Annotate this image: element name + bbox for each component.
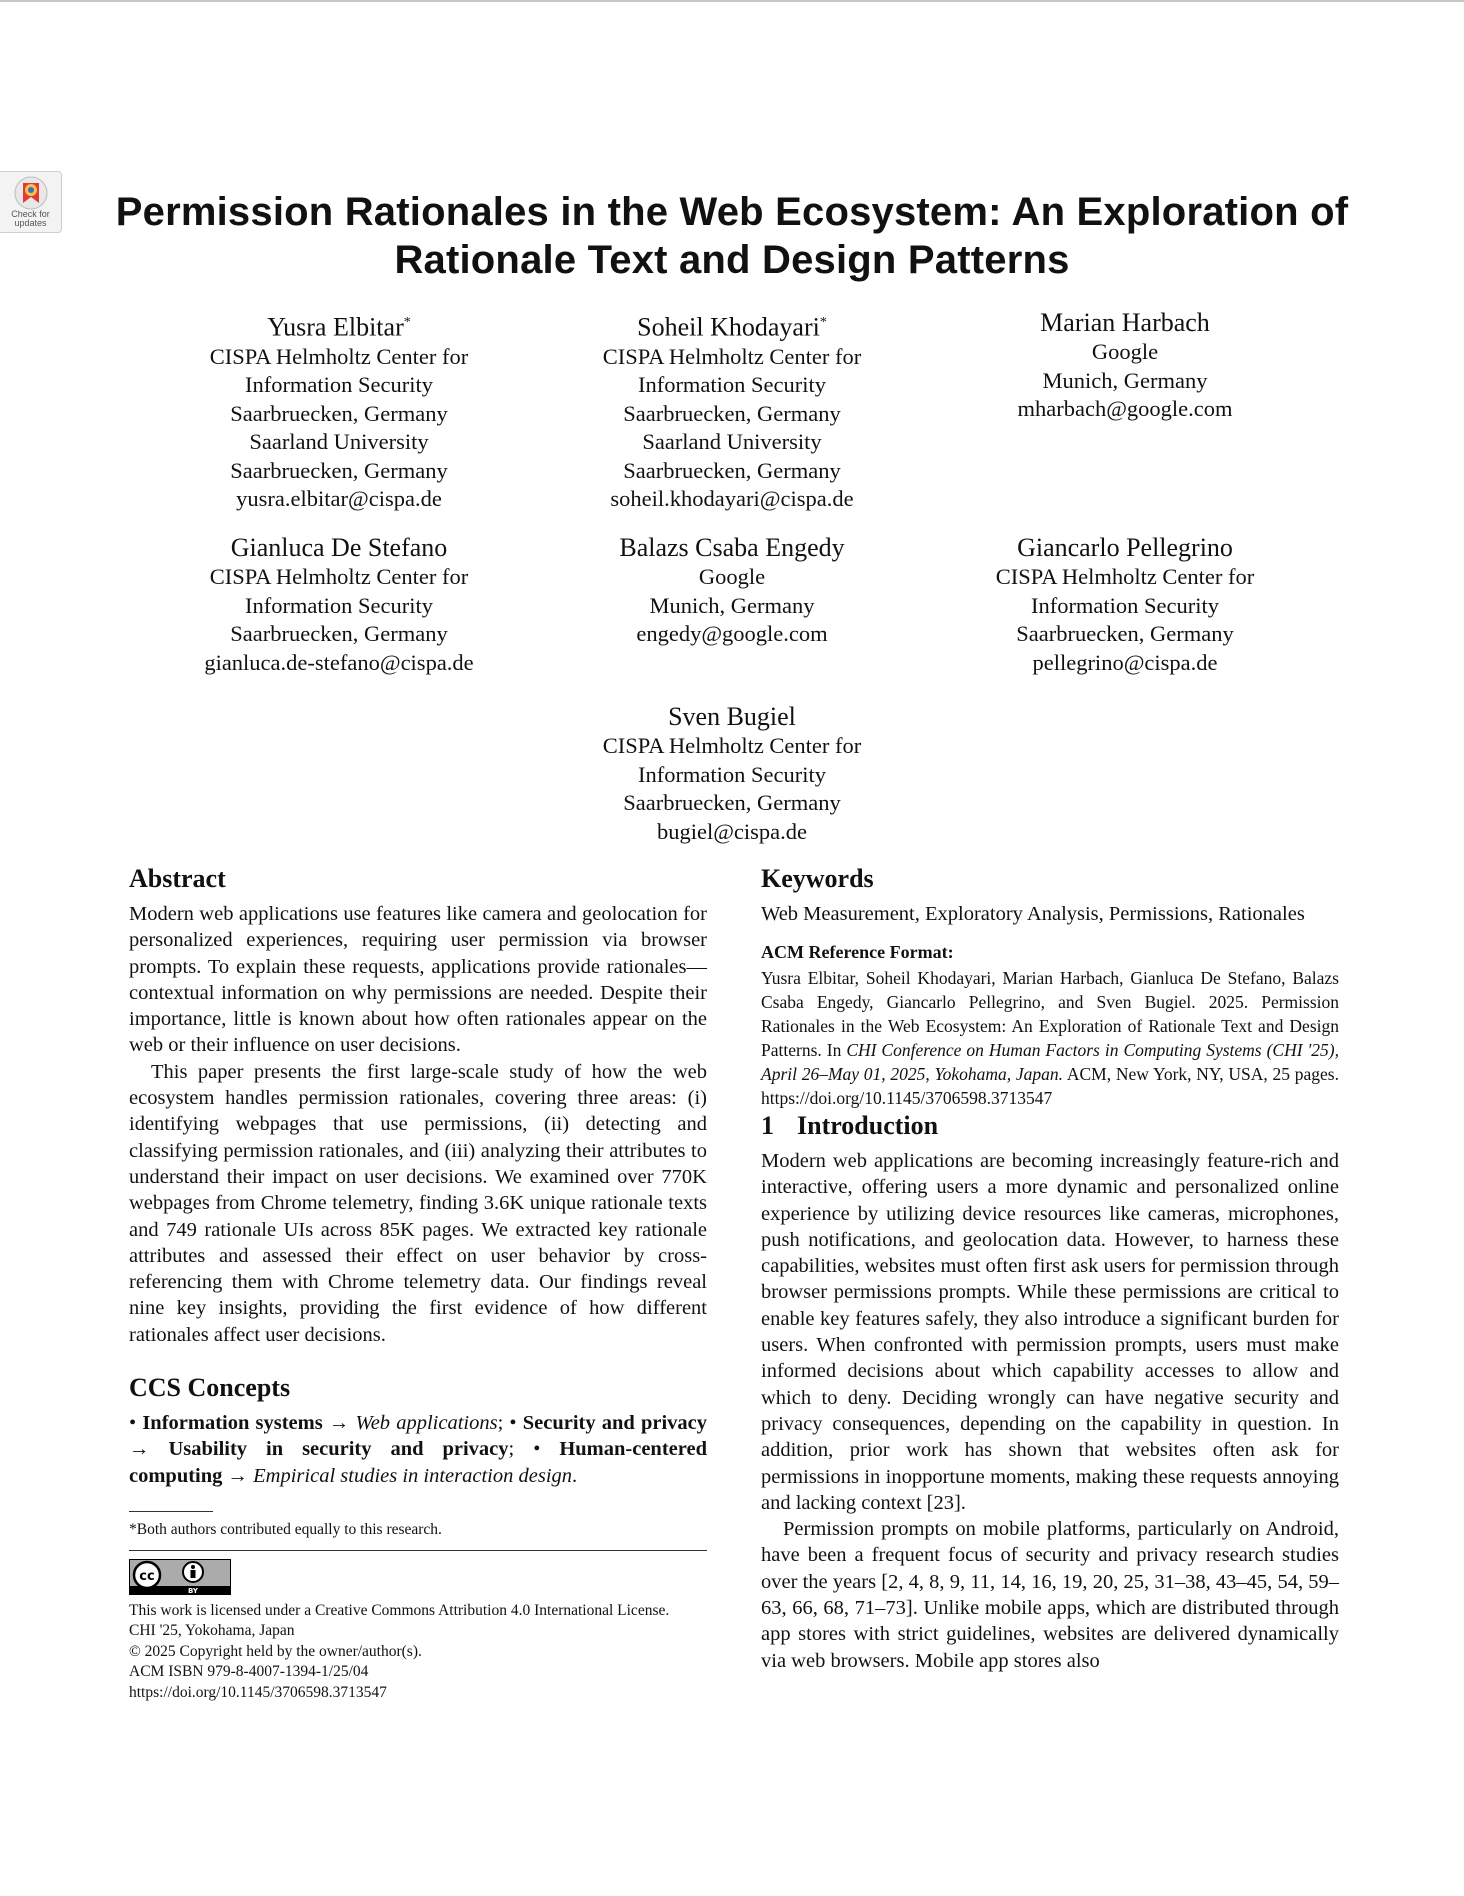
author-email[interactable]: mharbach@google.com [1017, 396, 1233, 421]
ccs-item-italic: Empirical studies in interaction design [253, 1464, 573, 1487]
abstract-heading: Abstract [129, 864, 226, 893]
author-affiliation-line: CISPA Helmholtz Center for [995, 564, 1255, 589]
author-email[interactable]: engedy@google.com [636, 621, 828, 646]
author-name-text: Gianluca De Stefano [230, 533, 448, 562]
author-affiliation-line: Saarbruecken, Germany [230, 400, 448, 426]
ccs-sep: . [572, 1464, 578, 1487]
author-name-text: Marian Harbach [1040, 308, 1210, 337]
check-for-updates-badge[interactable] [0, 171, 62, 233]
keywords-text: Web Measurement, Exploratory Analysis, Permissions, Rationales [761, 903, 1305, 925]
abstract-paragraph-1: Modern web applications use features like camera and geolocation for personalized experiences, requiring user permission via browser prompts. To explain these requests, applications provide rationales—contextual information on why permissions are needed. Despite their importance, little is known about how often rationales appear on the web or their influence on user decisions. [129, 903, 707, 1057]
acm-ref-authors: Yusra Elbitar, Soheil Khodayari, Marian Harbach, Gianluca De Stefano, Balazs Csaba Engedy, Giancarlo Pellegrino, and Sven Bugiel. 2025. Permission Rationales in the Web Ecosystem: An Exploration of Rationale Text and Design Patterns. In [761, 968, 1339, 1060]
ccs-item-bold: Security and privacy → Usability in security and privacy [129, 1412, 707, 1461]
author-affiliation-line: CISPA Helmholtz Center for [602, 343, 862, 369]
venue-short: CHI '25, Yokohama, Japan [129, 1622, 295, 1640]
author-affiliation-line: Information Security [637, 372, 827, 398]
author-email[interactable]: bugiel@cispa.de [656, 818, 808, 844]
author-block [139, 532, 539, 677]
author-affiliation-line: Information Security [244, 372, 434, 398]
author-email[interactable]: pellegrino@cispa.de [1032, 649, 1218, 675]
intro-paragraph-1: Modern web applications are becoming increasingly feature-rich and interactive, offering users a more dynamic and personalized online experience by utilizing device resources like cameras, microphones, push notifications, and geolocation data. However, to harness these capabilities, websites must often first ask users for permission through browser permissions prompts. While these permissions are critical to enable key features safely, they also introduce a significant burden for users. When confronted with permission prompts, users must make informed decisions about which capability accesses to allow and which to deny. Deciding wrongly can have negative security and privacy consequences, depending on the capability in question. In addition, prior work has shown that websites often ask for permissions in inopportune moments, making these requests annoying and lacking context [23]. [761, 1150, 1339, 1514]
author-affiliation-line: Information Security [1030, 592, 1220, 618]
ccs-concepts: • Information systems → Web applications; • Security and privacy → Usability in security and privacy; • Human-centered computing → Empirical studies in interaction design. [129, 1412, 707, 1487]
title-line-1: Permission Rationales in the Web Ecosystem: An Exploration of [115, 190, 1349, 234]
author-block [139, 307, 539, 514]
author-affiliation-line: Munich, Germany [1042, 367, 1208, 393]
author-affiliation-line: CISPA Helmholtz Center for [209, 343, 469, 369]
author-affiliation-line: Saarbruecken, Germany [623, 400, 841, 426]
author-name-text: Yusra Elbitar [267, 312, 404, 342]
doi-link[interactable]: https://doi.org/10.1145/3706598.3713547 [129, 1683, 387, 1701]
ccs-item-bold: Information systems [142, 1412, 323, 1435]
author-name-text: Giancarlo Pellegrino [1017, 533, 1233, 562]
author-affiliation-line: Google [698, 564, 766, 589]
copyright: © 2025 Copyright held by the owner/author(s). [129, 1642, 422, 1660]
author-email[interactable]: soheil.khodayari@cispa.de [610, 486, 854, 512]
author-affiliation-line: Saarbruecken, Germany [1016, 621, 1234, 646]
crossmark-icon [14, 176, 48, 210]
author-name [532, 532, 932, 563]
badge-text-line1: Check for [11, 209, 50, 219]
section-number: 1 [761, 1111, 774, 1140]
title-line-2: Rationale Text and Design Patterns [394, 238, 1070, 282]
cc-by-license-badge[interactable] [129, 1559, 231, 1595]
author-affiliation-line: CISPA Helmholtz Center for [209, 564, 469, 589]
author-affiliation-line: Saarbruecken, Germany [623, 790, 841, 815]
author-name-text: Sven Bugiel [668, 702, 796, 731]
author-affiliation-line: Saarland University [642, 429, 822, 455]
abstract-paragraph-2: This paper presents the first large-scale study of how the web ecosystem handles permission rationales, covering three areas: (i) identifying webpages that use permissions, (ii) detecting and classifying permission rationales, and (iii) analyzing their attributes to understand their impact on user decisions. We examined over 770K webpages from Chrome telemetry, finding 3.6K unique rationale texts and 749 rationale UIs across 85K pages. We extracted key rationale attributes and assessed their effect on user behavior by cross-referencing them with Chrome telemetry data. Our findings reveal nine key insights, providing the first evidence of how different rationales affect user decisions. [129, 1060, 707, 1346]
author-name [532, 307, 932, 343]
right-column [761, 863, 1339, 1674]
paper-title [100, 188, 1364, 284]
badge-text-line2: updates [14, 218, 47, 228]
author-affiliation-line: Google [1091, 339, 1159, 364]
introduction-heading [761, 1110, 1339, 1142]
license-rule [129, 1550, 707, 1551]
section-title: Introduction [797, 1111, 939, 1140]
author-name [139, 307, 539, 343]
keywords-heading: Keywords [761, 864, 874, 893]
author-affiliation-line: Munich, Germany [649, 592, 815, 618]
acm-reference-text [761, 966, 1339, 1110]
ccs-heading: CCS Concepts [129, 1373, 291, 1403]
author-affiliation-line: Saarbruecken, Germany [230, 457, 448, 483]
author-name [532, 701, 932, 732]
author-name-text: Balazs Csaba Engedy [619, 533, 845, 562]
author-affiliation-line: Saarbruecken, Germany [623, 457, 841, 483]
ccs-sep: ; [497, 1412, 510, 1435]
equal-contribution-mark: * [819, 315, 827, 330]
acm-ref-venue: CHI Conference on Human Factors in Computing Systems (CHI '25), April 26–May 01, 2025, Yokohama, Japan. [761, 1040, 1339, 1084]
footnote-rule [129, 1511, 213, 1512]
author-affiliation-line: CISPA Helmholtz Center for [602, 733, 862, 758]
author-block [532, 307, 932, 514]
author-name-text: Soheil Khodayari [637, 312, 820, 342]
author-affiliation-line: Saarland University [249, 429, 429, 455]
author-affiliation-line: Information Security [244, 592, 434, 618]
left-column [129, 863, 707, 1703]
intro-paragraph-2: Permission prompts on mobile platforms, particularly on Android, have been a frequent focus of security and privacy research studies over the years [2, 4, 8, 9, 11, 14, 16, 19, 20, 25, 31–38, 43–45, 54, 59–63, 66, 68, 71–73]. Unlike mobile apps, which are distributed through app stores with strict guidelines, websites are delivered dynamically via web browsers. Mobile app stores also [761, 1518, 1339, 1672]
isbn: ACM ISBN 979-8-4007-1394-1/25/04 [129, 1663, 369, 1681]
by-badge-text: BY [187, 1586, 199, 1595]
footnote: *Both authors contributed equally to this research. [129, 1520, 442, 1538]
ccs-item-italic: Web applications [355, 1412, 498, 1435]
author-name [925, 307, 1325, 338]
top-border [0, 0, 1464, 2]
acm-ref-publisher: ACM, New York, NY, USA, 25 pages. https://doi.org/10.1145/3706598.3713547 [761, 1064, 1339, 1108]
author-block [532, 532, 932, 649]
cc-badge-text: cc [139, 1568, 155, 1584]
equal-contribution-mark: * [403, 315, 411, 330]
author-affiliation-line: Saarbruecken, Germany [230, 621, 448, 646]
author-block [925, 532, 1325, 677]
author-name [139, 532, 539, 563]
author-affiliation-line: Information Security [637, 761, 827, 787]
author-block [925, 307, 1325, 424]
author-email[interactable]: gianluca.de-stefano@cispa.de [204, 649, 474, 675]
ccs-arrow: → [322, 1412, 356, 1435]
ccs-arrow: → [222, 1464, 254, 1487]
license-text: This work is licensed under a Creative Commons Attribution 4.0 International License. [129, 1601, 670, 1619]
acm-reference-heading: ACM Reference Format: [761, 942, 954, 962]
ccs-sep: ; [508, 1438, 534, 1461]
author-email[interactable]: yusra.elbitar@cispa.de [236, 486, 442, 512]
author-block [532, 701, 932, 846]
ccs-item-bold: Human-centered computing [129, 1438, 707, 1487]
author-name [925, 532, 1325, 563]
